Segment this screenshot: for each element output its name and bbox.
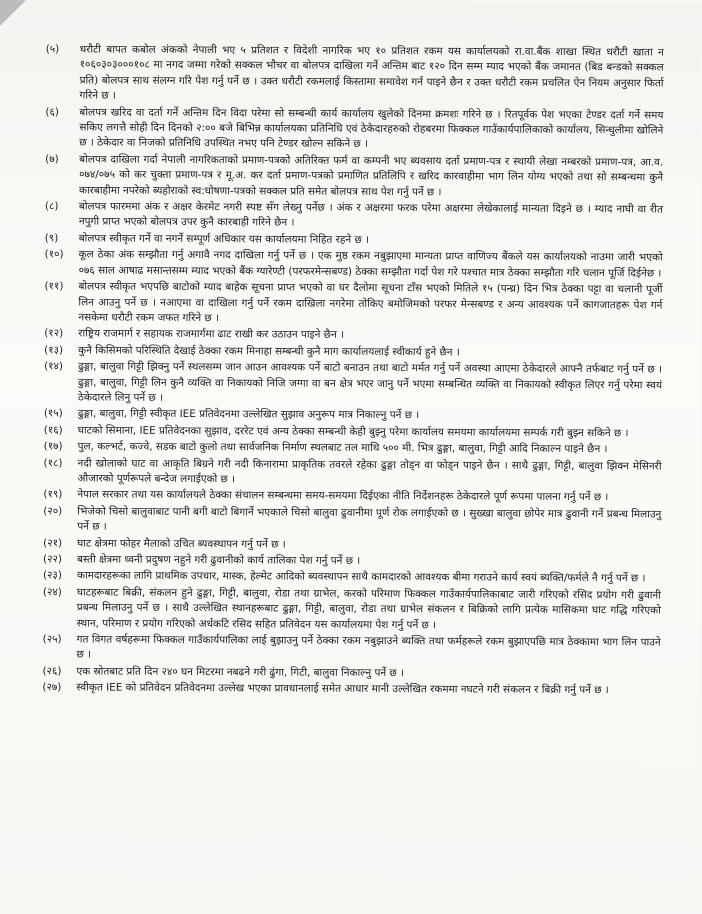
clause-number: (२४) [42,586,62,599]
folded-corner [0,0,26,26]
clause-item [45,42,663,107]
clause-item [44,439,662,458]
clause-item [42,680,660,699]
clause-number: (६) [45,105,59,118]
clause-item [42,664,660,683]
clause-text: गत विगत वर्षहरूमा फिक्कल गाउँकार्यपालिका लाई बुझाउनु पर्ने ठेक्का रकम नबुझाउने ब्यक्ति तथा फर्महरूले रकम बुझाएपछि मात्र ठेक्कामा भाग लिन पाउने छ । [76,633,661,661]
clause-text: भिजेको चिसो बालुवाबाट पानी बगी बाटो बिगार्ने भएकाले चिसो बालुवा ढुवानीमा पूर्ण रोक लगाईएको छ । सुख्खा बालुवा छोपेर मात्र ढुवानी गर्ने प्रबन्ध मिलाउनु पर्ने छ । [77,505,662,533]
clause-number: (५) [45,43,60,56]
clause-item [44,343,662,362]
clause-text: ढुङ्गा, बालुवा, गिट्टी स्वीकृत IEE प्रतिवेदनमा उल्लेखित सुझाव अनुरूप मात्र निकाल्नु पर्ने छ । [77,407,420,422]
clause-item [43,504,661,538]
clause-number: (२०) [43,505,63,518]
clause-number: (१६) [43,423,63,437]
clause-item [43,456,661,490]
clause-text: कुनै किसिमको परिस्थिति देखाई ठेक्का रकम मिनाहा सम्बन्धी कुनै माग कार्यालयलाई स्वीकार्य हुने छैन । [78,344,460,359]
clause-number: (२५) [42,633,62,646]
clause-item [44,327,662,346]
clause-list [42,42,663,700]
clause-text: घाटको सिमाना, IEE प्रतिवेदनका सुझाव, दररेट एवं अन्य ठेक्का सम्बन्धी केही बुझ्नु परेमा कार्यालय समयमा कार्यालयमा सम्पर्क गरी बुझ्न सकिने छ । [77,424,629,440]
clause-number: (१९) [43,488,63,501]
clause-text: पुल, कल्भर्ट, कज्वे, सडक बाटो कुलो तथा सार्वजनिक निर्माण स्थलबाट तल माथि ५०० मी. भित्र ढुङ्गा, बालुवा, गिट्टी आदि निकाल्न पाइने छैन । [77,440,608,456]
clause-item [45,248,663,282]
clause-item [43,536,661,555]
clause-text: बोलपत्र स्वीकृत गर्ने वा नगर्ने सम्पूर्ण अधिकार यस कार्यालयमा निहित रहने छ । [78,232,370,246]
clause-text: कामदारहरूका लागि प्राथमिक उपचार, मास्क, हेल्मेट आदिको ब्यवस्थापन साथै कामदारको आवश्यक बीमा गराउने कार्य स्वयं ब्यक्ति/फर्मले नै गर्नु पर्ने छ । [76,569,646,585]
clause-text: ढुङ्गा, बालुवा गिट्टी झिक्नु पर्ने स्थलसम्म जान आउन आवश्यक पर्ने बाटो बनाउन तथा बाटो मर्मत गर्नु पर्ने अवस्था आएमा ठेकेदारले आफ्नै तर्फबाट गर्नु पर्ने छ । ढुङ्गा, बालुवा, गिट्टी लिन कुनै व्यक्ति वा निकायको निजि जग्गा वा बन क्षेत्र भएर जानु पर्ने भएमा सम्बन्धित व्यक्ति वा निकायको स्वीकृत लिएर गर्नु परेमा स्वयं ठेकेदारले लिनु पर्ने छ । [77,360,663,404]
clause-text: एक स्रोतबाट प्रति दिन २४० घन मिटरमा नबढने गरी ढुंगा, गिटी, बालुवा निकाल्नु पर्ने छ । [76,665,404,679]
clause-text: धरौटी बापत कबोल अंकको नेपाली भए ५ प्रतिशत र विदेशी नागरिक भए १० प्रतिशत रकम यस कार्यालयको रा.वा.बैंक शाखा स्थित धरौटी खाता न १०६०३०३०००१०८ मा नगद जम्मा गरेको सक्कल भौचर वा बोलपत्र दाखिला गर्ने अन्तिम बाट १२० दिन सम्म म्याद भएको बैंक जमानत (बिड बन्डको सक्कल प्रति) बोलपत्र साथ संलग्न गरि पेश गर्नु पर्ने छ । उक्त धरौटी रकमलाई किस्तामा समावेश गर्न पाइने छैन र उक्त धरौटी रकम प्रचलित ऐन नियम अनुसार फिर्ता गरिने छ । [79,43,664,102]
clause-text: बोलपत्र दाखिला गर्दा नेपाली नागरिकताको प्रमाण-पत्रको अतिरिक्त फर्म वा कम्पनी भए ब्यवसाय दर्ता प्रमाण-पत्र र स्थायी लेखा नम्बरको प्रमाण-पत्र, आ.व. ०७४/०७५ को कर चुक्ता प्रमाण-पत्र र मू.अ. कर दर्ता प्रमाण-पत्रको प्रमाणित प्रतिलिपि र खरिद कारवाहीमा भाग लिन योग्य भएको तथा सो सम्बन्धमा कुनै कारबाहीमा नपरेको ब्यहोराको स्व:घोषणा-पत्रको सक्कल प्रति समेत बोलपत्र साथ पेश गर्नु पर्ने छ । [78,153,664,198]
clause-text: स्वीकृत IEE को प्रतिवेदन प्रतिवेदनमा उल्लेख भएका प्रावधानलाई समेत आधार मानी उल्लेखित रकममा नघटने गरी संकलन र बिक्री गर्नु पर्ने छ । [76,681,609,697]
clause-number: (२३) [42,569,62,582]
clause-number: (१४) [44,360,64,373]
clause-number: (१७) [43,440,63,453]
clause-text: घाटहरूबाट बिक्री, संकलन हुने ढुङ्गा, गिट्टी, बालुवा, रोडा तथा ग्राभेल, करको परिमाण फिक्कल गाउँकार्यपालिकाबाट जारी गरिएको रसिद प्रयोग गरी ढुवानी प्रबन्ध मिलाउनु पर्ने छ । साथै उल्लेखित स्थानहरूबाट ढुङ्गा, गिट्टी, बालुवा, रोडा तथा ग्राभेल संकलन र बिक्रिको लागि प्रत्येक मासिकमा घाट गद्धि गरिएको स्थान, परिमाण र प्रयोग गरिएको अर्धकटि रसिद सहित प्रतिवेदन यस कार्यालयमा पेश गर्नु पर्ने छ । [76,586,661,631]
clause-number: (१३) [44,343,64,357]
clause-item [45,152,663,201]
clause-item [45,105,663,154]
clause-item [43,585,661,634]
clause-item [45,231,663,250]
clause-text: बोलपत्र स्वीकृत भएपछि बाटोको म्याद बाहेक सूचना प्राप्त भएको वा घर दैलोमा सूचना टाँस भएको मितिले १५ (पन्ध्र) दिन भित्र ठेक्का पट्टा वा चलानी पूर्जी लिन आउनु पर्ने छ । नआएमा वा दाखिला गर्नु पर्ने रकम दाखिला नगरेमा तोकिए बमोजिमको परफर मेन्सबण्ड र अन्य आवश्यक पर्ने कागजातहरू पेश गर्न नसकेमा धरौटी रकम जफत गरिने छ । [78,280,663,325]
clause-item [45,199,663,233]
clause-item [44,359,662,408]
clause-number: (९) [44,232,59,245]
clause-item [43,569,661,588]
clause-number: (१०) [44,248,64,261]
clause-number: (७) [45,153,59,166]
clause-number: (१८) [43,456,63,469]
clause-number: (२१) [43,536,63,549]
clause-item [44,279,662,328]
clause-text: घाट क्षेत्रमा फोहर मैलाको उचित ब्यवस्थापन गर्नु पर्ने छ । [77,537,286,551]
clause-number: (२६) [42,665,62,678]
clause-item [44,423,662,442]
clause-number: (११) [44,280,64,293]
clause-text: राष्ट्रिय राजमार्ग र सहायक राजमार्गमा ढाट राखी कर उठाउन पाइने छैन । [78,327,345,342]
clause-item [44,407,662,426]
clause-item [43,488,661,507]
clause-number: (१५) [43,407,63,420]
clause-number: (८) [44,200,59,213]
clause-text: बस्ती क्षेत्रमा ध्वनी प्रदुषण नहुने गरी ढुवानीको कार्य तालिका पेश गर्नु पर्ने छ । [77,553,361,567]
clause-text: बोलपत्र खरिद वा दर्ता गर्ने अन्तिम दिन विदा परेमा सो सम्बन्धी कार्य कार्यालय खुलेको दिनमा क्रमशः गरिने छ । रितपूर्वक पेश भएका टेण्डर दर्ता गर्ने समय सकिए लगत्तै सोही दिन दिनको २:०० बजे बिभिन्न कार्यालयका प्रतिनिधि एवं ठेकेदारहरुको रोहबरमा फिक्कल गाउँकार्यपालिकाको कार्यालय, सिन्धुलीमा खोलिने छ । ठेकेदार वा निजको प्रतिनिधि उपस्थित नभए पनि टेण्डर खोल्न सकिने छ । [79,106,664,151]
clause-number: (१२) [44,327,64,340]
clause-item [43,632,661,666]
clause-text: नदी खोलाको घाट वा आकृति बिग्रने गरी नदी किनारामा प्राकृतिक तवरले रहेका ढुङ्गा तोड्न वा फोड्न पाइने छैन । साथै ढुङ्गा, गिट्टी, बालुवा झिक्न मेसिनरी औजारको पूर्णरूपले बन्देज लगाईएको छ । [77,456,662,486]
clause-number: (२२) [43,553,63,566]
clause-text: कूल ठेका अंक सम्झौता गर्नु अगावै नगद दाखिला गर्नु पर्ने छ । एक मुष्ठ रकम नबुझाएमा मान्यता प्राप्त वाणिज्य बैंकले यस कार्यालयको नाउमा जारी भएको ०७६ साल आषाढ मसान्तसम्म म्याद भएको बैंक ग्यारेण्टी (परफरमेन्सबण्ड) ठेक्का सम्झौता गर्दा पेश गरे पश्चात मात्र ठेक्का सम्झौता गरि चलान पूर्जि दिईनेछ । [78,248,663,280]
clause-text: नेपाल सरकार तथा यस कार्यालयले ठेक्का संचालन सम्बन्धमा समय-समयमा दिईएका नीति निर्देशनहरू ठेकेदारले पूर्ण रूपमा पालना गर्नु पर्ने छ । [77,488,609,504]
clause-item [43,552,661,571]
clause-number: (२७) [42,681,62,694]
clause-text: बोलपत्र फारममा अंक र अक्षर केरमेट नगरी स्पष्ट सँग लेख्नु पर्नेछ । अंक र अक्षरमा फरक परेमा अक्षरमा लेखेकालाई मान्यता दिइने छ । म्याद नाघी वा रीत नपुगी प्राप्त भएको बोलपत्र उपर कुनै कारबाही गरिने छैन । [78,200,663,230]
